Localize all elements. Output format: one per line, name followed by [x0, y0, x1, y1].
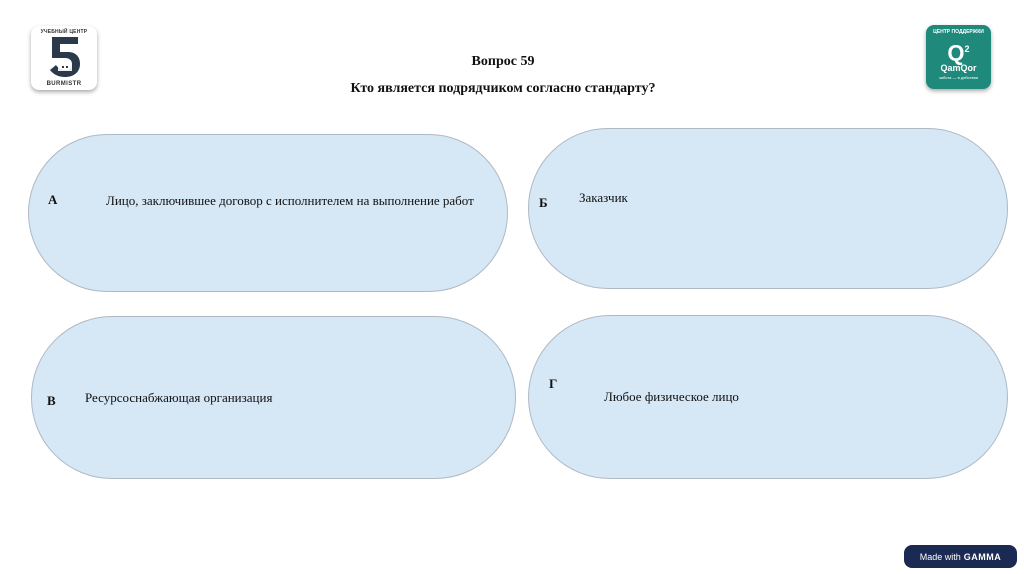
badge-prefix: Made with: [919, 551, 961, 562]
option-text: Лицо, заключившее договор с исполнителем на выполнение работ: [106, 193, 474, 208]
logo-right-slogan: забота — в действии: [938, 75, 979, 80]
logo-left-bottom-text: BURMISTR: [46, 81, 82, 87]
logo-right-q: Q: [947, 40, 965, 66]
logo-right-top-text: ЦЕНТР ПОДДЕРЖКИ: [933, 29, 984, 35]
option-letter: В: [47, 393, 56, 408]
option-letter: Г: [549, 376, 558, 391]
answer-option-a[interactable]: [28, 134, 508, 292]
option-letter: Б: [539, 195, 548, 210]
badge-brand: GAMMA: [963, 551, 1002, 562]
option-text: Заказчик: [579, 190, 628, 205]
logo-right-name: QamQor: [940, 63, 977, 73]
logo-left-top-text: УЧЕБНЫЙ ЦЕНТР: [40, 29, 88, 35]
answer-option-v[interactable]: [31, 316, 516, 479]
option-letter: А: [48, 192, 58, 207]
answer-option-g[interactable]: [528, 315, 1008, 479]
logo-right-superscript: 2: [964, 44, 970, 54]
question-number: Вопрос 59: [471, 54, 535, 69]
made-with-gamma-badge[interactable]: [904, 545, 1017, 568]
option-text: Любое физическое лицо: [604, 389, 739, 404]
answer-option-b[interactable]: [528, 128, 1008, 289]
option-text: Ресурсоснабжающая организация: [85, 390, 273, 405]
question-text: Кто является подрядчиком согласно стандарту?: [350, 81, 656, 96]
